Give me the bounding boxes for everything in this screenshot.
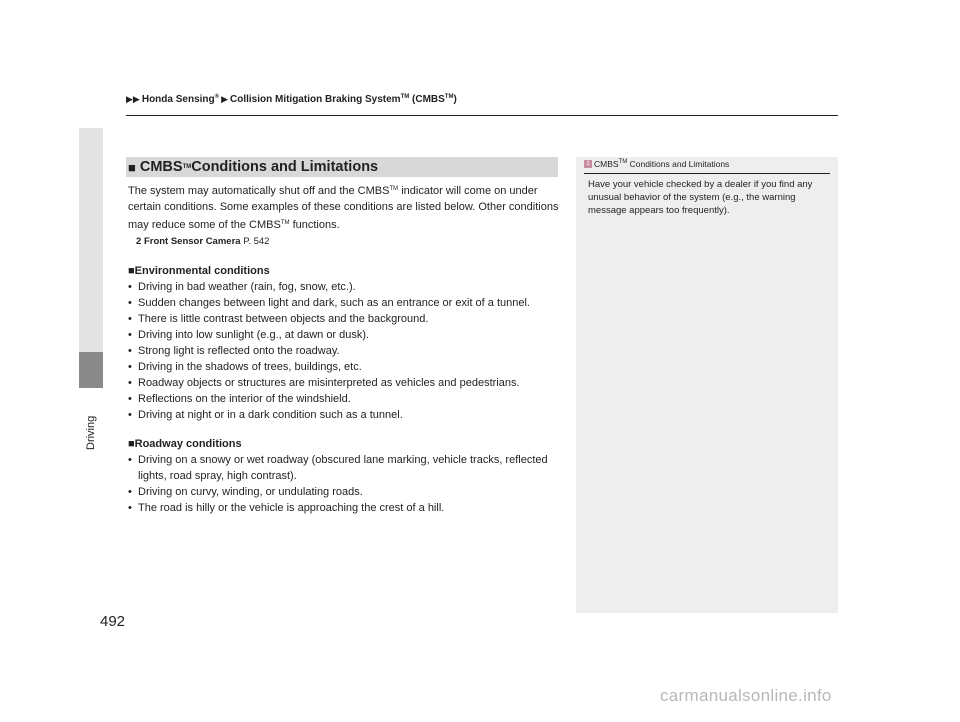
intro-paragraph: The system may automatically shut off and the CMBS™ indicator will come on under certain conditions. Some examples of these conditions are listed below. Other conditions may reduce some of the CMBS™ functions. <box>128 185 559 231</box>
list-item: • Strong light is reflected onto the roadway. <box>128 343 568 359</box>
page-number: 492 <box>100 613 126 630</box>
breadcrumb-item-honda-sensing[interactable]: Honda Sensing® <box>141 94 220 105</box>
list-item: • There is little contrast between objects and the background. <box>128 311 568 327</box>
roadway-list <box>128 452 568 516</box>
cross-reference-link[interactable]: 2 Front Sensor Camera P. 542 <box>136 236 270 247</box>
list-item: • Driving on a snowy or wet roadway (obscured lane marking, vehicle tracks, reflected lights, road spray, high contrast). <box>128 452 568 484</box>
list-item: • Driving in the shadows of trees, buildings, etc. <box>128 359 568 375</box>
list-item: • Driving on curvy, winding, or undulating roads. <box>128 484 568 500</box>
list-item: • Sudden changes between light and dark, such as an entrance or exit of a tunnel. <box>128 295 568 311</box>
breadcrumb <box>126 94 457 105</box>
watermark: carmanualsonline.info <box>660 686 832 705</box>
section-heading: ■ CMBS TM Conditions and Limitations <box>126 157 558 177</box>
chapter-tab <box>79 128 103 388</box>
chapter-label: Driving <box>85 415 97 450</box>
section-marker-icon: ■ <box>128 159 136 175</box>
list-item: • The road is hilly or the vehicle is approaching the crest of a hill. <box>128 500 568 516</box>
note-icon: 1 <box>584 160 592 168</box>
environmental-list <box>128 279 568 423</box>
list-item: • Roadway objects or structures are misinterpreted as vehicles and pedestrians. <box>128 375 568 391</box>
list-item: • Driving in bad weather (rain, fog, snow, etc.). <box>128 279 568 295</box>
side-note <box>576 157 838 613</box>
header-rule <box>126 115 838 116</box>
note-title: 1 CMBS™ Conditions and Limitations <box>584 159 830 174</box>
environmental-heading: ■Environmental conditions <box>128 265 270 277</box>
xref-arrow-icon: 2 <box>136 236 142 247</box>
main-content <box>128 181 568 516</box>
list-item: • Driving into low sunlight (e.g., at dawn or dusk). <box>128 327 568 343</box>
list-item: • Driving at night or in a dark condition such as a tunnel. <box>128 407 568 423</box>
breadcrumb-item-cmbs[interactable]: Collision Mitigation Braking System™ (CMBS™) <box>229 94 457 105</box>
roadway-heading: ■Roadway conditions <box>128 438 242 450</box>
breadcrumb-arrow-icon: ▶ <box>221 94 228 104</box>
breadcrumb-arrow-icon: ▶▶ <box>126 94 140 104</box>
list-item: • Reflections on the interior of the windshield. <box>128 391 568 407</box>
note-text: Have your vehicle checked by a dealer if you find any unusual behavior of the system (e.g., the warning message appears too frequently). <box>588 179 813 216</box>
